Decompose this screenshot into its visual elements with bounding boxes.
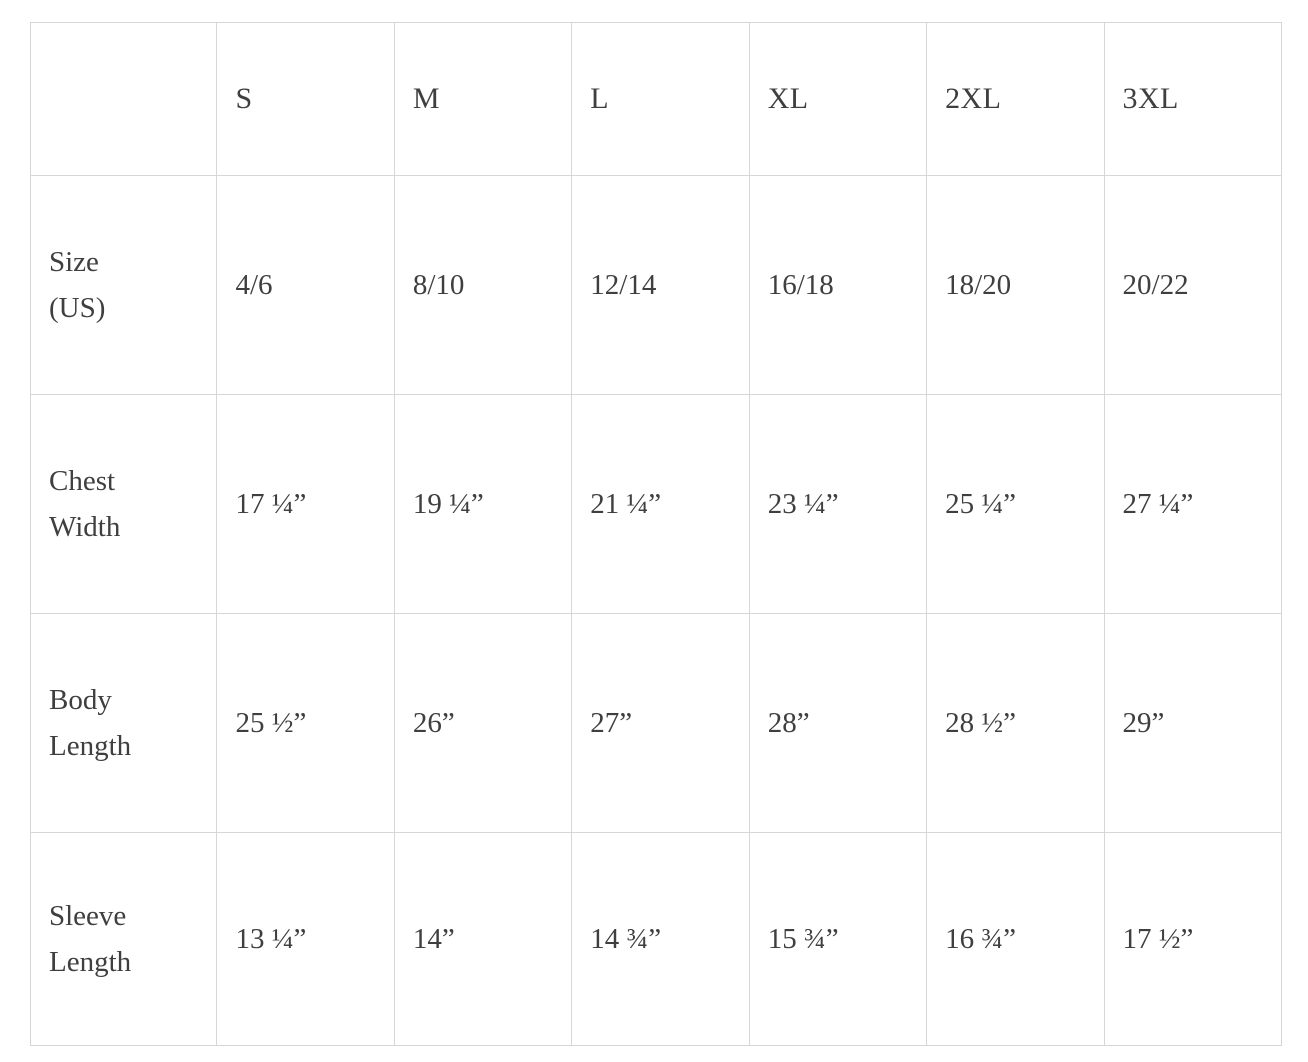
cell-sleeve-length-xl: 15 ¾” xyxy=(749,833,926,1046)
cell-chest-width-m: 19 ¼” xyxy=(394,395,571,614)
table-row xyxy=(31,833,1282,1046)
column-header-label: M xyxy=(412,82,440,115)
cell-size-us-3xl: 20/22 xyxy=(1104,176,1281,395)
row-label-line1: Size xyxy=(49,245,99,278)
column-header-label: S xyxy=(235,82,253,115)
cell-sleeve-length-s: 13 ¼” xyxy=(217,833,394,1046)
table-row xyxy=(31,614,1282,833)
column-header-label: 2XL xyxy=(945,82,1002,115)
row-label-line1: Sleeve xyxy=(49,899,127,932)
row-label-line1: Body xyxy=(49,683,112,716)
cell-size-us-m: 8/10 xyxy=(394,176,571,395)
cell-body-length-l: 27” xyxy=(572,614,749,833)
column-header-m xyxy=(394,23,571,176)
cell-chest-width-2xl: 25 ¼” xyxy=(927,395,1104,614)
corner-cell xyxy=(31,23,217,176)
column-header-s xyxy=(217,23,394,176)
row-header-chest-width xyxy=(31,395,217,614)
cell-body-length-2xl: 28 ½” xyxy=(927,614,1104,833)
column-header-label: XL xyxy=(767,82,809,115)
row-label-line2: Width xyxy=(49,511,121,543)
table-header-row xyxy=(31,23,1282,176)
cell-size-us-s: 4/6 xyxy=(217,176,394,395)
cell-chest-width-s: 17 ¼” xyxy=(217,395,394,614)
cell-body-length-xl: 28” xyxy=(749,614,926,833)
cell-body-length-3xl: 29” xyxy=(1104,614,1281,833)
row-label-line2: (US) xyxy=(49,292,106,324)
column-header-xl xyxy=(749,23,926,176)
cell-chest-width-xl: 23 ¼” xyxy=(749,395,926,614)
cell-body-length-m: 26” xyxy=(394,614,571,833)
cell-size-us-l: 12/14 xyxy=(572,176,749,395)
cell-size-us-xl: 16/18 xyxy=(749,176,926,395)
row-label-line1: Chest xyxy=(49,464,116,497)
row-header-body-length xyxy=(31,614,217,833)
cell-chest-width-3xl: 27 ¼” xyxy=(1104,395,1281,614)
row-header-sleeve-length xyxy=(31,833,217,1046)
table-row xyxy=(31,176,1282,395)
cell-body-length-s: 25 ½” xyxy=(217,614,394,833)
column-header-2xl xyxy=(927,23,1104,176)
column-header-label: L xyxy=(590,82,610,115)
column-header-3xl xyxy=(1104,23,1281,176)
cell-chest-width-l: 21 ¼” xyxy=(572,395,749,614)
cell-sleeve-length-l: 14 ¾” xyxy=(572,833,749,1046)
cell-sleeve-length-2xl: 16 ¾” xyxy=(927,833,1104,1046)
row-label-line2: Length xyxy=(49,946,132,978)
cell-sleeve-length-m: 14” xyxy=(394,833,571,1046)
cell-size-us-2xl: 18/20 xyxy=(927,176,1104,395)
column-header-label: 3XL xyxy=(1122,82,1179,115)
size-chart-table xyxy=(30,22,1282,1046)
cell-sleeve-length-3xl: 17 ½” xyxy=(1104,833,1281,1046)
row-label-line2: Length xyxy=(49,730,132,762)
column-header-l xyxy=(572,23,749,176)
row-header-size-us xyxy=(31,176,217,395)
table-row xyxy=(31,395,1282,614)
